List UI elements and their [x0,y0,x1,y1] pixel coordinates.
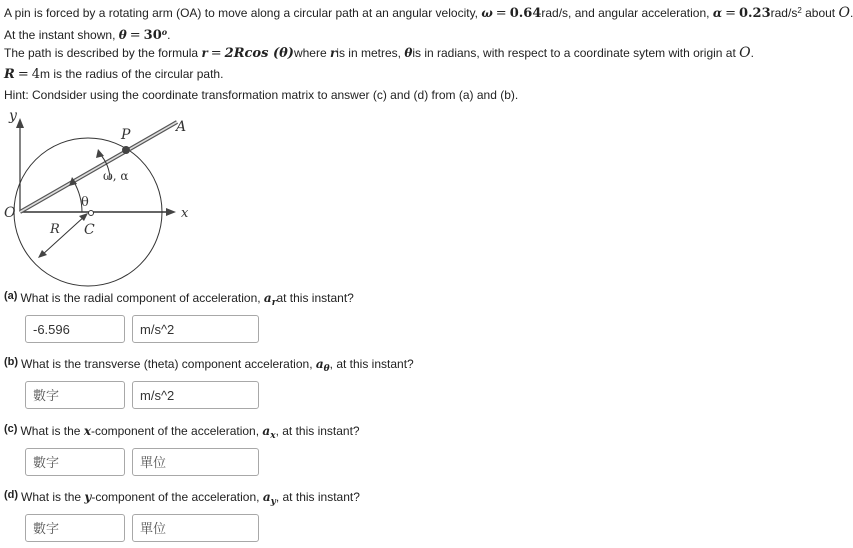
question-d [4,489,360,507]
text: is in metres, [336,46,405,60]
equals: = [495,6,507,21]
question-text: , at this instant? [329,357,414,371]
answer-d-number-input[interactable] [25,514,125,542]
accel-symbol: a [263,291,272,305]
r-symbol: r [201,46,208,60]
question-a [4,290,354,308]
answer-b-number-input[interactable] [25,381,125,409]
alpha-value: 0.23 [738,6,771,21]
axis-symbol: x [83,424,91,438]
omega-symbol: ω [481,6,493,20]
text: The path is described by the formula [4,46,202,60]
alpha-unit: rad/s [770,6,798,20]
answer-c-unit-input[interactable] [132,448,259,476]
question-text: What is the [21,490,85,504]
axis-symbol: y [84,490,92,504]
accel-subscript: r [271,298,277,308]
text: At the instant shown, [4,28,119,42]
theta-symbol: θ [118,28,127,42]
equals: = [17,67,29,82]
C-label: C [84,222,95,238]
text: . [849,6,853,20]
degree-exponent: o [161,27,168,37]
answer-b-unit-input[interactable] [132,381,259,409]
P-label: P [121,127,131,143]
path-formula: 2Rcos (θ) [224,46,294,61]
text: m is the radius of the circular path. [40,67,224,81]
omega-value: 0.64 [509,6,542,21]
question-text: -component of the acceleration, [91,490,263,504]
text: is in radians, with respect to a coordinate sytem with origin at [412,46,740,60]
question-text: at this instant? [276,291,354,305]
problem-line-1 [4,3,853,22]
text: where [293,46,330,60]
text: . [167,28,171,42]
question-text: , at this instant? [275,490,360,504]
exponent: 2 [797,6,802,15]
radius-value: 4 [31,67,40,82]
answer-a-number-input[interactable] [25,315,125,343]
R-label: R [50,222,60,237]
problem-line-2 [4,24,170,44]
y-label: y [9,108,17,124]
problem-line-4 [4,66,223,83]
text: A pin is forced by a rotating arm (OA) to move along a circular path at an angular velocity, [4,6,482,20]
R-symbol: R [4,67,15,82]
x-axis-arrow-icon [166,208,176,216]
question-text: , at this instant? [275,424,360,438]
text: about [801,6,839,20]
omega-alpha-label: ω, α [103,169,129,183]
O-label: O [4,205,16,221]
equals: = [129,28,141,43]
question-letter: (d) [4,489,19,501]
question-text: What is the [20,424,84,438]
alpha-symbol: α [712,6,723,20]
problem-line-3 [4,45,754,62]
accel-subscript: θ [323,364,330,374]
r-symbol: r [329,46,337,60]
circular-path-diagram [0,105,200,290]
answer-c-number-input[interactable] [25,448,125,476]
text: . [750,46,754,60]
theta-value: 30 [143,28,162,43]
question-c [4,423,360,441]
pin-p [122,146,130,154]
theta-label: θ [81,195,89,210]
question-text: -component of the acceleration, [90,424,263,438]
question-letter: (b) [4,356,19,368]
question-text: What is the radial component of acceleration, [20,291,264,305]
x-label: x [181,206,189,221]
answer-a-unit-input[interactable] [132,315,259,343]
accel-symbol: a [315,357,324,371]
accel-symbol: a [262,424,271,438]
question-text: What is the transverse (theta) component acceleration, [21,357,316,371]
y-axis-arrow-icon [16,118,24,128]
answer-d-unit-input[interactable] [132,514,259,542]
accel-symbol: a [262,490,271,504]
accel-subscript: y [270,497,276,507]
question-b [4,356,414,374]
origin-symbol: O [739,45,751,61]
A-label: A [176,119,187,135]
equals: = [725,6,736,21]
hint-text: Hint: Condsider using the coordinate transformation matrix to answer (c) and (d) from (a) and (b). [4,88,519,102]
text: rad/s, and angular acceleration, [541,6,713,20]
accel-subscript: x [270,431,276,441]
question-letter: (c) [4,423,18,435]
theta-symbol: θ [404,46,413,60]
equals: = [210,46,222,61]
origin-symbol: O [838,5,850,21]
question-letter: (a) [4,290,18,302]
